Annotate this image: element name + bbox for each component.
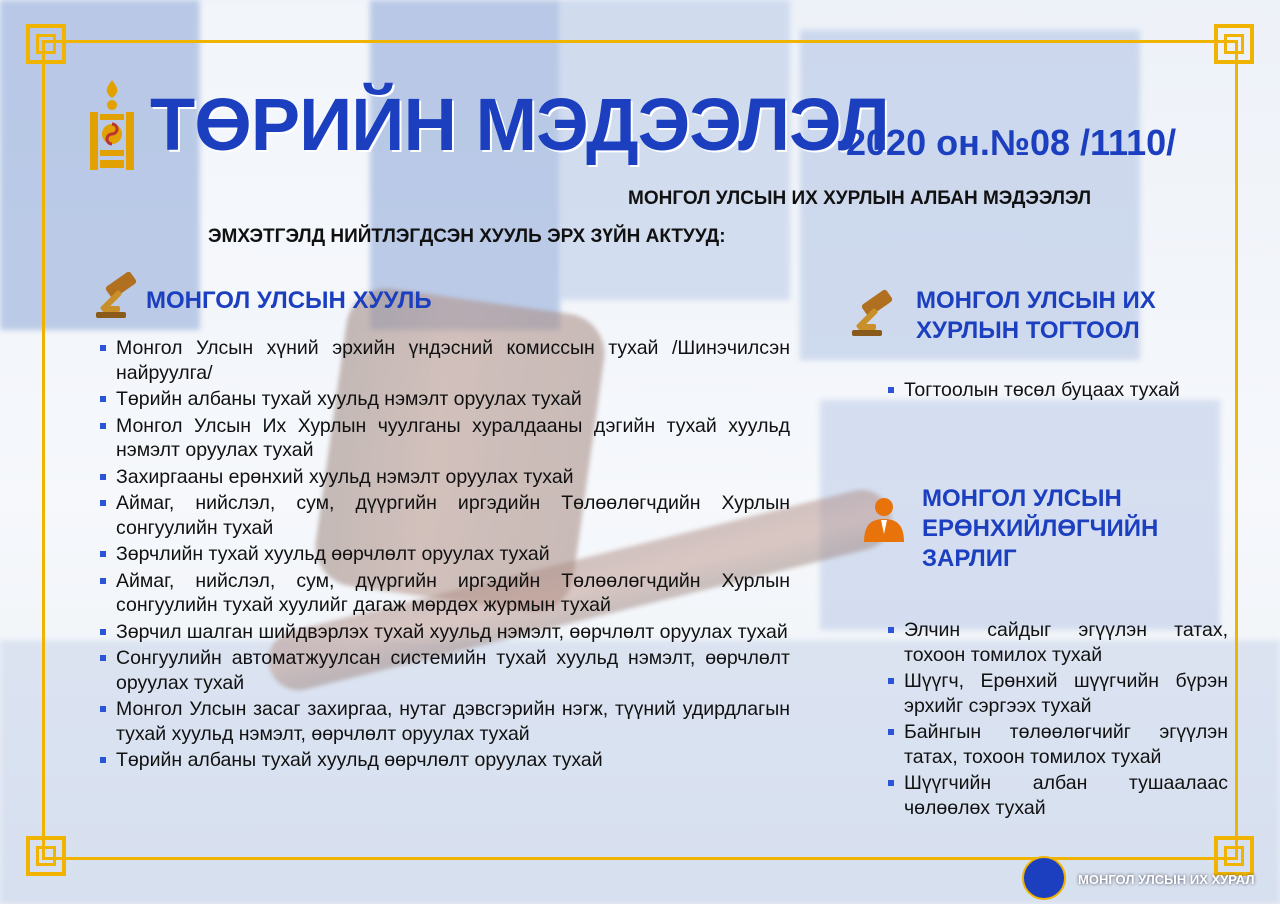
corner-ornament <box>1214 836 1254 876</box>
publication-subtitle: МОНГОЛ УЛСЫН ИХ ХУРЛЫН АЛБАН МЭДЭЭЛЭЛ <box>628 188 1092 209</box>
soyombo-emblem-icon <box>90 78 134 170</box>
list-item: Байнгын төлөөлөгчийг эгүүлэн татах, тохоон томилох тухай <box>888 720 1228 769</box>
list-item: Монгол Улсын Их Хурлын чуулганы хуралдааны дэгийн тухай хуульд нэмэлт оруулах тухай <box>100 414 790 463</box>
resolutions-list <box>888 378 1228 405</box>
list-item: Зөрчил шалган шийдвэрлэх тухай хуульд нэмэлт, өөрчлөлт оруулах тухай <box>100 620 790 645</box>
resolutions-title: МОНГОЛ УЛСЫН ИХ ХУРЛЫН ТОГТООЛ <box>916 287 1156 344</box>
list-item: Аймаг, нийслэл, сум, дүүргийн иргэдийн Төлөөлөгчдийн Хурлын сонгуулийн тухай хуулийг дагаж мөрдөх журмын тухай <box>100 569 790 618</box>
gavel-icon <box>848 286 900 338</box>
footer-org: МОНГОЛ УЛСЫН ИХ ХУРАЛ <box>1078 872 1255 887</box>
decrees-title: МОНГОЛ УЛСЫН ЕРӨНХИЙЛӨГЧИЙН ЗАРЛИГ <box>922 485 1159 572</box>
list-item: Шүүгчийн албан тушаалаас чөлөөлөх тухай <box>888 771 1228 820</box>
list-item: Сонгуулийн автоматжуулсан системийн тухай хуульд нэмэлт, өөрчлөлт оруулах тухай <box>100 646 790 695</box>
gavel-icon <box>92 268 144 320</box>
list-item: Төрийн албаны тухай хуульд нэмэлт оруулах тухай <box>100 387 790 412</box>
person-icon <box>862 496 906 542</box>
decrees-list <box>888 618 1228 822</box>
parliament-logo-icon <box>1022 856 1066 900</box>
list-item: Төрийн албаны тухай хуульд өөрчлөлт оруулах тухай <box>100 748 790 773</box>
corner-ornament <box>26 836 66 876</box>
laws-title: МОНГОЛ УЛСЫН ХУУЛЬ <box>146 287 432 314</box>
laws-list <box>100 336 790 775</box>
list-item: Аймаг, нийслэл, сум, дүүргийн иргэдийн Төлөөлөгчдийн Хурлын сонгуулийн тухай <box>100 491 790 540</box>
corner-ornament <box>26 24 66 64</box>
list-item: Тогтоолын төсөл буцаах тухай <box>888 378 1228 403</box>
list-item: Шүүгч, Ерөнхий шүүгчийн бүрэн эрхийг сэргээх тухай <box>888 669 1228 718</box>
list-item: Монгол Улсын хүний эрхийн үндэсний комиссын тухай /Шинэчилсэн найруулга/ <box>100 336 790 385</box>
list-item: Захиргааны ерөнхий хуульд нэмэлт оруулах тухай <box>100 465 790 490</box>
corner-ornament <box>1214 24 1254 64</box>
list-item: Зөрчлийн тухай хуульд өөрчлөлт оруулах тухай <box>100 542 790 567</box>
list-item: Монгол Улсын засаг захиргаа, нутаг дэвсгэрийн нэгж, түүний удирдлагын тухай хуульд нэмэлт, өөрчлөлт оруулах тухай <box>100 697 790 746</box>
issue-number: 2020 он.№08 /1110/ <box>846 122 1177 163</box>
list-item: Элчин сайдыг эгүүлэн татах, тохоон томилох тухай <box>888 618 1228 667</box>
section-heading: ЭМХЭТГЭЛД НИЙТЛЭГДСЭН ХУУЛЬ ЭРХ ЗҮЙН АКТУУД: <box>208 226 726 247</box>
page-title: ТӨРИЙН МЭДЭЭЛЭЛ <box>150 83 889 166</box>
